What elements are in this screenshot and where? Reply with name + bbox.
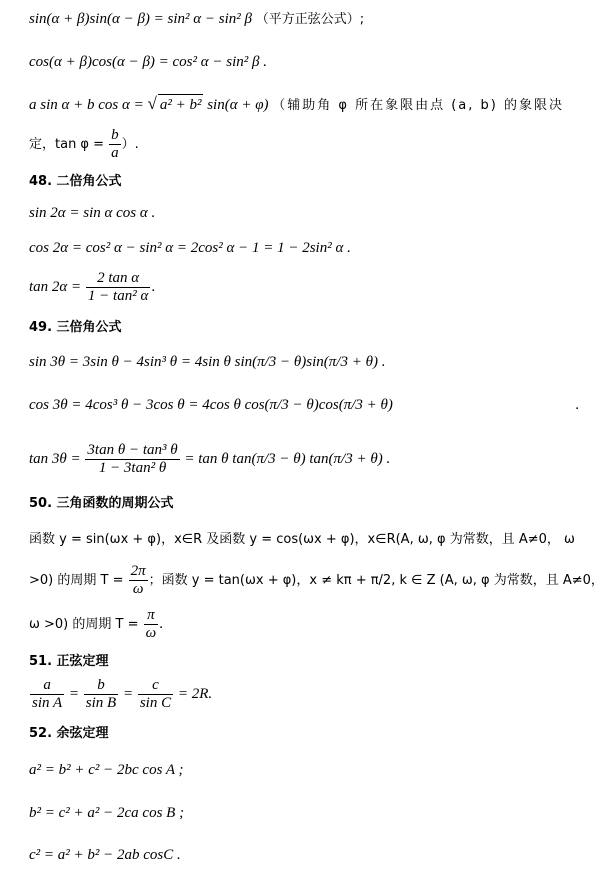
formula-text: sin(α + β)sin(α − β) = sin² α − sin² β — [29, 11, 253, 27]
formula-text: sin 3θ = 3sin θ − 4sin³ θ = 4sin θ sin(π/3 − θ)sin(π/3 + θ) . — [29, 354, 386, 370]
formula-auxiliary-angle — [29, 94, 564, 116]
formula-tan-triple — [29, 442, 390, 477]
radicand: a² + b² — [158, 94, 204, 115]
formula-sin-double — [29, 203, 155, 223]
formula-text: cos 3θ = 4cos³ θ − 3cos θ = 4cos θ cos(π/3 − θ)cos(π/3 + θ) — [29, 397, 393, 413]
formula-cosine-law-c: c² = a² + b² − 2ab cosC . — [29, 847, 181, 863]
formula-text: sin 2α = sin α cos α . — [29, 205, 156, 221]
formula-sine-law — [29, 677, 212, 712]
formula-prefix: tan 2α = — [29, 278, 85, 295]
formula-suffix: = 2R. — [174, 685, 213, 702]
formula-cosine-law-b: b² = c² + a² − 2ca cos B ; — [29, 805, 185, 821]
fraction-b — [84, 677, 118, 712]
denominator: sin C — [139, 695, 172, 711]
formula-suffix: ；函数 y = tan(ωx + φ)，x ≠ kπ + π/2, k ∈ Z (A, ω, φ 为常数，且 A≠0， — [148, 572, 604, 588]
denominator: 1 − 3tan² θ — [98, 460, 167, 476]
fraction — [109, 127, 121, 162]
numerator: a — [30, 677, 64, 695]
formula-prefix: 定，tan φ = — [29, 136, 109, 152]
formula-sin-triple — [29, 352, 385, 372]
denominator: 1 − tan² α — [87, 288, 149, 304]
formula-cos-product — [29, 52, 267, 72]
fraction — [85, 442, 179, 477]
section-heading-48: 48. 二倍角公式 — [29, 174, 122, 189]
numerator: b — [111, 127, 119, 143]
denominator: ω — [132, 581, 144, 597]
denominator: a — [111, 145, 119, 161]
formula-sin-product — [29, 9, 364, 30]
formula-note: （辅助角 φ 所在象限由点 (a, b) 的象限决 — [272, 98, 564, 113]
formula-text: cos(α + β)cos(α − β) = cos² α − sin² β . — [29, 54, 267, 70]
formula-prefix: tan 3θ = — [29, 450, 85, 467]
denominator: sin B — [85, 695, 117, 711]
fraction-c — [138, 677, 173, 712]
denominator: sin A — [32, 695, 63, 711]
formula-suffix: . — [159, 615, 163, 632]
period-text-line-2 — [29, 563, 604, 598]
formula-tan-double — [29, 270, 155, 305]
formula-prefix: ω >0) 的周期 T = — [29, 616, 143, 632]
section-heading-50: 50. 三角函数的周期公式 — [29, 496, 174, 511]
numerator: 2 tan α — [86, 270, 150, 288]
period-text-line-3 — [29, 607, 163, 642]
fraction — [144, 607, 159, 642]
section-heading-49: 49. 三倍角公式 — [29, 320, 122, 335]
numerator: π — [144, 607, 159, 625]
formula-text-b: sin(α + φ) — [203, 97, 269, 113]
denominator: ω — [145, 625, 157, 641]
fraction — [129, 563, 148, 598]
numerator: c — [138, 677, 173, 695]
formula-text-a: a sin α + b cos α = — [29, 97, 148, 113]
formula-tan-phi — [29, 127, 139, 162]
formula-suffix: ）. — [121, 136, 139, 152]
equals: = — [65, 685, 83, 702]
formula-cos-triple — [29, 395, 579, 415]
radical-sign: √ — [147, 94, 157, 113]
section-heading-51: 51. 正弦定理 — [29, 654, 109, 669]
numerator: b — [84, 677, 118, 695]
numerator: 2π — [130, 563, 146, 579]
equals: = — [119, 685, 137, 702]
formula-suffix: . — [151, 278, 156, 295]
formula-suffix: = tan θ tan(π/3 − θ) tan(π/3 + θ) . — [180, 450, 391, 467]
numerator: 3tan θ − tan³ θ — [87, 442, 178, 458]
formula-cos-double — [29, 238, 351, 258]
formula-cosine-law-a: a² = b² + c² − 2bc cos A ; — [29, 762, 184, 778]
period-text-line-1: 函数 y = sin(ωx + φ)，x∈R 及函数 y = cos(ωx + φ)，x∈R(A, ω, φ 为常数，且 A≠0， ω — [29, 532, 575, 547]
formula-text: cos 2α = cos² α − sin² α = 2cos² α − 1 = 1 − 2sin² α . — [29, 240, 351, 256]
section-heading-52: 52. 余弦定理 — [29, 726, 109, 741]
formula-prefix: >0) 的周期 T = — [29, 572, 128, 588]
fraction-a — [30, 677, 64, 712]
fraction — [86, 270, 150, 305]
trailing-dot: . — [575, 397, 579, 413]
formula-note: （平方正弦公式）; — [255, 12, 365, 27]
